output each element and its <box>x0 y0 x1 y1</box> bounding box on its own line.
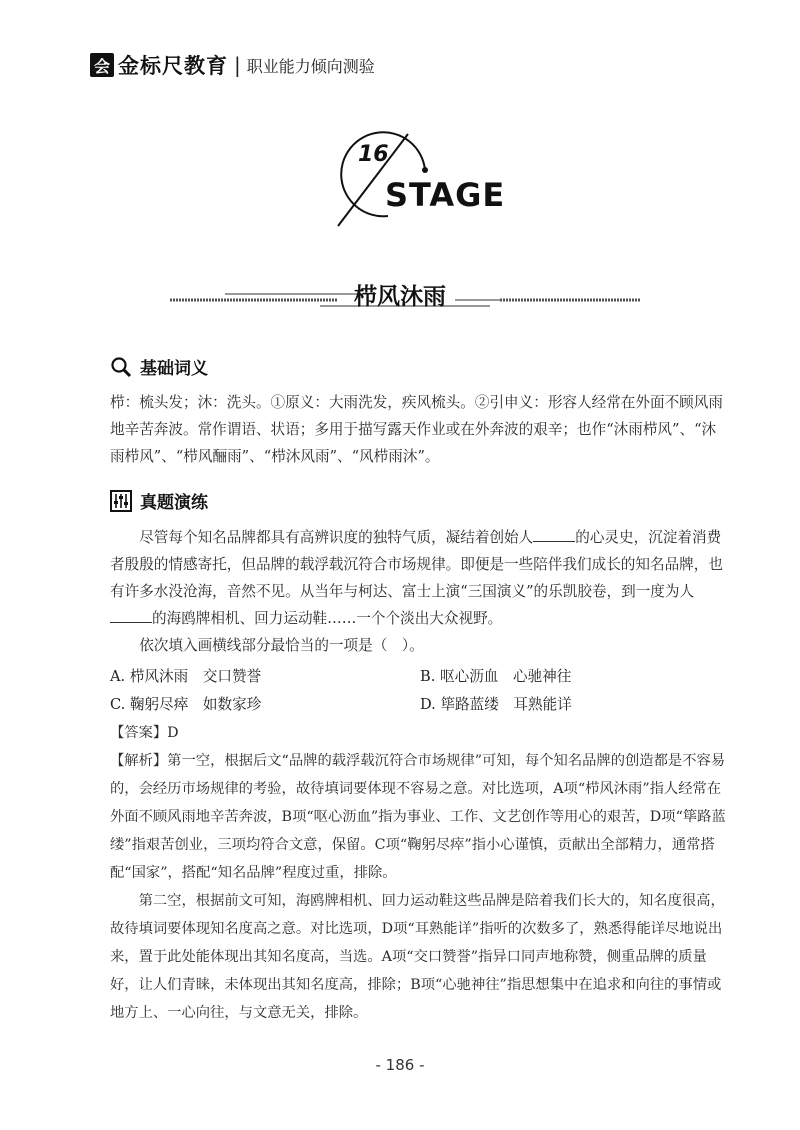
analysis-paragraph-2: 第二空，根据前文可知，海鸥牌相机、回力运动鞋这些品牌是陪着我们长大的，知名度很高，故待填词要体现知名度高之意。对比选项，D项“耳熟能详”指听的次数多了，熟悉得能详尽地说出来，置于此处能体现出其知名度高，当选。A项“交口赞誉”指异口同声地称赞，侧重品牌的质量好，让人们青睐，未体现出其知名度高，排除；B项“心驰神往”指思想集中在追求和向往的事情或地方上、一心向往，与文意无关，排除。 <box>110 893 725 1021</box>
question-stem <box>110 524 730 659</box>
stage-number: 16 <box>358 142 389 167</box>
section-practice <box>110 488 208 513</box>
paragraph: 栉：梳头发；沐：洗头。①原义：大雨洗发，疾风梳头。②引申义：形容人经常在外面不顾风雨地辛苦奔波。常作谓语、状语；多用于描写露天作业或在外奔波的艰辛；也作“沐雨栉风”、“沐雨栉风”、“栉风酾雨”、“栉沐风雨”、“风栉雨沐”。 <box>110 394 723 465</box>
option-c: C. 鞠躬尽瘁 如数家珍 <box>110 696 262 713</box>
answer-blank <box>533 527 575 542</box>
analysis-paragraph-1: 【解析】第一空，根据后文“品牌的载浮载沉符合市场规律”可知，每个知名品牌的创造都是不容易的，会经历市场规律的考验，故待填词要体现不容易之意。对比选项，A项“栉风沐雨”指人经常在外面不顾风雨地辛苦奔波，B项“呕心沥血”指为事业、工作、文艺创作等用心的艰苦，D项“筚路蓝缕”指艰苦创业，三项均符合文意，保留。C项“鞠躬尽瘁”指小心谨慎，贡献出全部精力，通常搭配“国家”，搭配“知名品牌”程度过重，排除。 <box>110 753 726 881</box>
header-subtitle: 职业能力倾向测验 <box>246 56 375 76</box>
question-prompt: 依次填入画横线部分最恰当的一项是（ ）。 <box>139 637 424 654</box>
header <box>90 50 375 80</box>
page-number: - 186 - <box>375 1056 425 1074</box>
option-a: A. 栉风沐雨 交口赞誉 <box>110 668 262 685</box>
answer-blank <box>110 608 152 623</box>
question-text: 尽管每个知名品牌都具有高辨识度的独特气质，凝结着创始人 的心灵史，沉淀着消费者殷殷的情感寄托，但品牌的载浮载沉符合市场规律。即便是一些陪伴我们成长的知名品牌，也有许多水没沧海，音然不见。从当年与柯达、富士上演“三国演义”的乐凯胶卷，到一度为人的海鸥牌相机、回力运动鞋……一个个淡出大众视野。 <box>110 529 723 627</box>
section-title: 真题演练 <box>140 493 208 513</box>
equalizer-icon <box>110 490 132 512</box>
page-title: 栉风沐雨 <box>354 284 446 310</box>
header-separator: | <box>234 53 241 77</box>
answer-section <box>110 719 730 1027</box>
basic-meaning-text <box>110 389 730 470</box>
stage-label: STAGE <box>385 176 506 214</box>
brand-logo-icon: 会 <box>90 53 114 77</box>
section-title: 基础词义 <box>140 359 208 379</box>
options <box>110 663 730 719</box>
search-icon <box>110 356 132 378</box>
answer: 【答案】D <box>110 725 179 741</box>
section-basic-meaning <box>110 354 208 379</box>
brand-name: 金标尺教育 <box>118 54 228 78</box>
option-d: D. 筚路蓝缕 耳熟能详 <box>420 696 572 713</box>
option-b: B. 呕心沥血 心驰神往 <box>420 668 572 685</box>
